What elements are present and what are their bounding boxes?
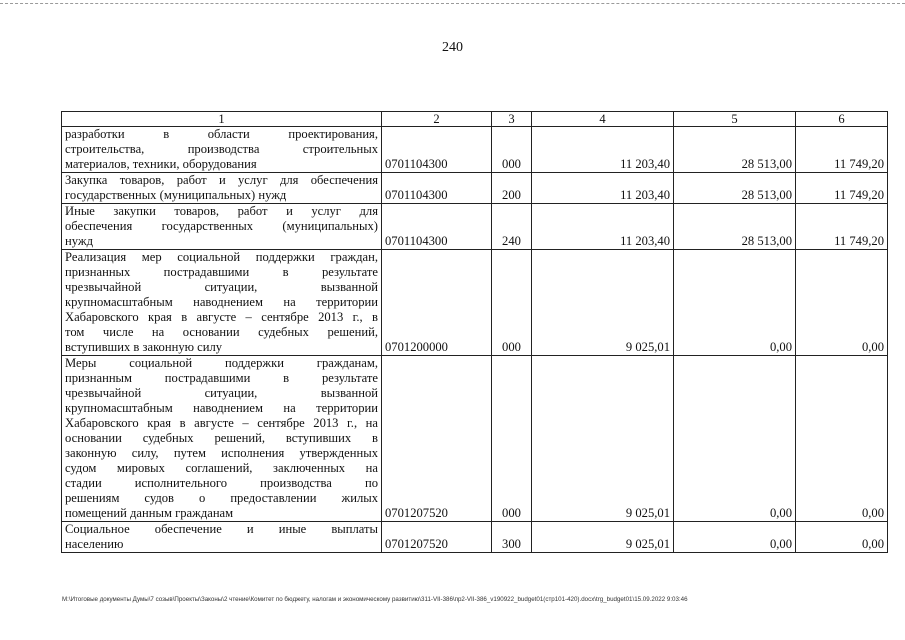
table-row (62, 127, 888, 173)
amount-year-3: 0,00 (796, 356, 888, 522)
description-line: материалов, техники, оборудования (65, 157, 257, 171)
amount-year-1: 9 025,01 (532, 522, 674, 553)
budget-table (61, 111, 888, 553)
column-header-1: 1 (62, 112, 382, 127)
amount-year-1: 9 025,01 (532, 250, 674, 356)
row-description (62, 173, 382, 204)
amount-year-3: 0,00 (796, 522, 888, 553)
amount-year-1: 11 203,40 (532, 173, 674, 204)
amount-year-2: 0,00 (674, 356, 796, 522)
description-line: Хабаровского края в августе – сентябре 2013 г., в (65, 310, 378, 324)
target-article-code: 0701207520 (382, 522, 492, 553)
column-header-6: 6 (796, 112, 888, 127)
row-description (62, 522, 382, 553)
top-rule (0, 3, 905, 4)
row-description (62, 356, 382, 522)
table-row (62, 522, 888, 553)
amount-year-2: 28 513,00 (674, 204, 796, 250)
footer-file-path: M:\Итоговые документы Думы\7 созыв\Проекты\Законы\2 чтение\Комитет по бюджету, налогам и экономическому развитию\311-VII-386\пр2-VII-386_v190922_budget01(стр101-420).docx\trg_budget01\15.09.2022 9:03:46 (62, 596, 688, 603)
table-row (62, 356, 888, 522)
column-header-4: 4 (532, 112, 674, 127)
row-description (62, 250, 382, 356)
expense-type-code: 000 (492, 127, 532, 173)
description-line: решениям судов о предоставлении жилых (65, 491, 378, 505)
description-line: законную силу, путем исполнения утвержденных (65, 446, 378, 460)
description-line: строительства, производства строительных (65, 142, 378, 156)
column-header-2: 2 (382, 112, 492, 127)
description-line: том числе на основании судебных решений, (65, 325, 378, 339)
description-line: вступивших в законную силу (65, 340, 223, 354)
expense-type-code: 200 (492, 173, 532, 204)
description-line: судом мировых соглашений, заключенных на (65, 461, 378, 475)
amount-year-1: 11 203,40 (532, 127, 674, 173)
description-line: разработки в области проектирования, (65, 127, 378, 141)
description-line: крупномасштабным наводнением на территории (65, 295, 378, 309)
amount-year-2: 28 513,00 (674, 173, 796, 204)
description-line: нужд (65, 234, 93, 248)
table-row (62, 173, 888, 204)
amount-year-3: 0,00 (796, 250, 888, 356)
row-description (62, 204, 382, 250)
description-line: признанных пострадавшими в результате (65, 265, 378, 279)
description-line: Социальное обеспечение и иные выплаты (65, 522, 378, 536)
amount-year-3: 11 749,20 (796, 204, 888, 250)
target-article-code: 0701200000 (382, 250, 492, 356)
description-line: Реализация мер социальной поддержки граждан, (65, 250, 378, 264)
target-article-code: 0701104300 (382, 204, 492, 250)
table-row (62, 204, 888, 250)
amount-year-1: 9 025,01 (532, 356, 674, 522)
description-line: государственных (муниципальных) нужд (65, 188, 287, 202)
description-line: чрезвычайной ситуации, вызванной (65, 280, 378, 294)
expense-type-code: 000 (492, 356, 532, 522)
table-header-row (62, 112, 888, 127)
target-article-code: 0701104300 (382, 173, 492, 204)
column-header-5: 5 (674, 112, 796, 127)
description-line: Иные закупки товаров, работ и услуг для (65, 204, 378, 218)
expense-type-code: 000 (492, 250, 532, 356)
description-line: помещений данным гражданам (65, 506, 234, 520)
description-line: признанным пострадавшими в результате (65, 371, 378, 385)
description-line: обеспечения государственных (муниципальных) (65, 219, 378, 233)
description-line: крупномасштабным наводнением на территории (65, 401, 378, 415)
amount-year-1: 11 203,40 (532, 204, 674, 250)
target-article-code: 0701207520 (382, 356, 492, 522)
amount-year-2: 0,00 (674, 250, 796, 356)
amount-year-3: 11 749,20 (796, 127, 888, 173)
description-line: населению (65, 537, 124, 551)
target-article-code: 0701104300 (382, 127, 492, 173)
expense-type-code: 300 (492, 522, 532, 553)
amount-year-2: 0,00 (674, 522, 796, 553)
expense-type-code: 240 (492, 204, 532, 250)
description-line: Меры социальной поддержки гражданам, (65, 356, 378, 370)
column-header-3: 3 (492, 112, 532, 127)
table-row (62, 250, 888, 356)
amount-year-3: 11 749,20 (796, 173, 888, 204)
page-number: 240 (442, 40, 463, 55)
description-line: Хабаровского края в августе – сентябре 2013 г., на (65, 416, 378, 430)
description-line: основании судебных решений, вступивших в (65, 431, 378, 445)
description-line: чрезвычайной ситуации, вызванной (65, 386, 378, 400)
row-description (62, 127, 382, 173)
description-line: Закупка товаров, работ и услуг для обеспечения (65, 173, 378, 187)
amount-year-2: 28 513,00 (674, 127, 796, 173)
description-line: стадии исполнительного производства по (65, 476, 378, 490)
